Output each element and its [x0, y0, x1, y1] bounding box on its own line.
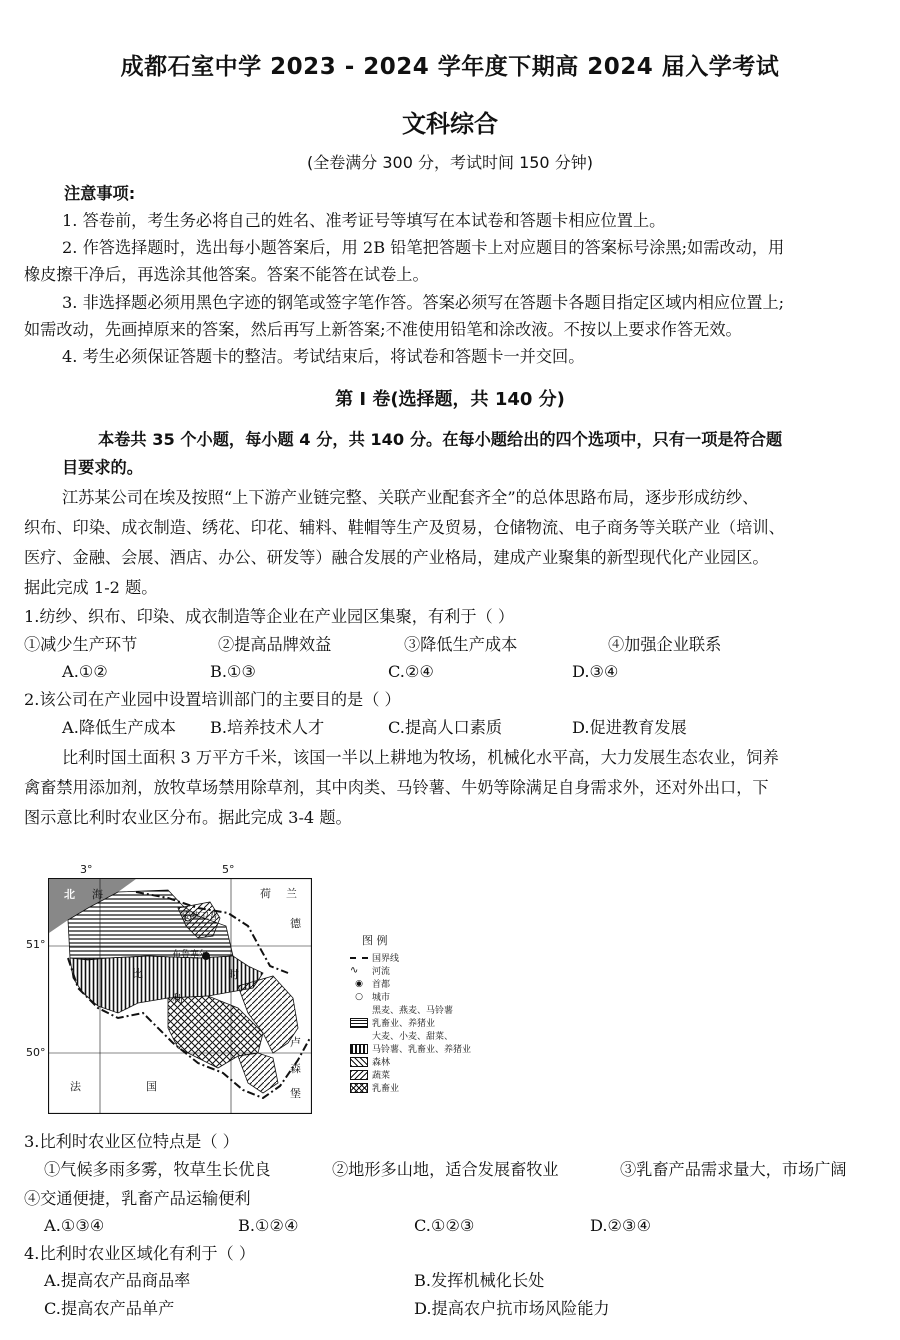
legend-item: 黑麦、燕麦、马铃薯 [372, 1006, 454, 1016]
passage-line: 医疗、金融、会展、酒店、办公、研发等）融合发展的产业格局，建成产业聚集的新型现代化产业园区。 [24, 548, 769, 567]
q2-option-d[interactable]: D.促进教育发展 [572, 718, 687, 737]
notice-line: 如需改动，先画掉原来的答案，然后再写上新答案;不准使用铅笔和涂改液。不按以上要求作答无效。 [24, 320, 742, 339]
q1-option-a[interactable]: A.①② [62, 662, 108, 681]
q4-option-d[interactable]: D.提高农户抗市场风险能力 [414, 1299, 610, 1318]
legend-item: 森林 [372, 1058, 391, 1068]
map-lat-label: 50° [26, 1046, 46, 1059]
question-1-stem: 1.纺纱、织布、印染、成衣制造等企业在产业园区集聚，有利于（ ） [24, 607, 515, 626]
legend-item: 乳畜业 [372, 1084, 400, 1094]
passage-line: 图示意比利时农业区分布。据此完成 3-4 题。 [24, 808, 352, 827]
q1-item: ②提高品牌效益 [218, 635, 332, 654]
q2-option-a[interactable]: A.降低生产成本 [62, 718, 176, 737]
exam-title: 成都石室中学 2023 - 2024 学年度下期高 2024 届入学考试 [120, 54, 780, 80]
q3-option-a[interactable]: A.①③④ [44, 1216, 105, 1235]
q2-option-b[interactable]: B.培养技术人才 [210, 718, 325, 737]
q1-option-c[interactable]: C.②④ [388, 662, 434, 681]
question-3-stem: 3.比利时农业区位特点是（ ） [24, 1132, 239, 1151]
section-intro: 本卷共 35 个小题，每小题 4 分，共 140 分。在每小题给出的四个选项中，只有一项是符合题 [98, 430, 783, 449]
q3-option-b[interactable]: B.①②④ [238, 1216, 299, 1235]
section-title: 第 I 卷(选择题，共 140 分) [335, 389, 565, 410]
cross-pattern-icon [350, 1083, 368, 1093]
q2-option-c[interactable]: C.提高人口素质 [388, 718, 503, 737]
q1-item: ①减少生产环节 [24, 635, 138, 654]
passage-line: 织布、印染、成衣制造、绣花、印花、辅料、鞋帽等生产及贸易，仓储物流、电子商务等关联产业（培训、 [24, 518, 785, 537]
notice-line: 4. 考生必须保证答题卡的整洁。考试结束后，将试卷和答题卡一并交回。 [62, 347, 585, 366]
vline-pattern-icon [350, 1044, 368, 1054]
legend-item: 乳畜业、养猪业 [372, 1019, 436, 1029]
city-icon: ○ [355, 991, 363, 1002]
map-label: 兰 [286, 887, 297, 900]
legend-item: 首都 [372, 980, 391, 990]
exam-subject: 文科综合 [402, 110, 498, 138]
q3-item: ②地形多山地，适合发展畜牧业 [332, 1160, 559, 1179]
map-label: 利 [172, 992, 183, 1005]
map-label: 比 [132, 967, 143, 980]
legend-item: 河流 [372, 967, 391, 977]
diag2-pattern-icon [350, 1070, 368, 1080]
q4-option-a[interactable]: A.提高农产品商品率 [44, 1271, 191, 1290]
notice-line: 3. 非选择题必须用黑色字迹的钢笔或签字笔作答。答案必须写在答题卡各题目指定区域内相应位置上; [62, 293, 785, 312]
notice-line: 1. 答卷前，考生务必将自己的姓名、准考证号等填写在本试卷和答题卡相应位置上。 [62, 211, 666, 230]
map-label: 国 [146, 1080, 157, 1093]
q3-option-c[interactable]: C.①②③ [414, 1216, 475, 1235]
notice-heading: 注意事项: [64, 184, 136, 203]
passage-line: 禽畜禁用添加剂，放牧草场禁用除草剂，其中肉类、马铃薯、牛奶等除满足自身需求外，还对外出口，下 [24, 778, 769, 797]
map-lon-label: 5° [222, 863, 235, 876]
river-icon: ∿ [350, 964, 359, 976]
q1-item: ③降低生产成本 [404, 635, 518, 654]
legend-item: 马铃薯、乳畜业、养猪业 [372, 1045, 472, 1055]
q3-option-d[interactable]: D.②③④ [590, 1216, 652, 1235]
map-label: 北 [64, 888, 75, 901]
passage-line: 比利时国土面积 3 万平方千米，该国一半以上耕地为牧场，机械化水平高，大力发展生态农业，饲养 [62, 748, 779, 767]
legend-item: 城市 [372, 993, 391, 1003]
map-label: 海 [92, 888, 103, 901]
passage-line: 江苏某公司在埃及按照“上下游产业链完整、关联产业配套齐全”的总体思路布局，逐步形成纺纱、 [62, 488, 759, 507]
map-legend [350, 932, 471, 1094]
border-line-icon [350, 957, 368, 959]
map-label: 森 [290, 1062, 301, 1075]
map-city-label: 安特卫普 [182, 912, 219, 922]
map-label: 时 [228, 968, 239, 981]
q1-option-d[interactable]: D.③④ [572, 662, 619, 681]
capital-icon: ◉ [355, 978, 363, 989]
map-label: 法 [70, 1080, 81, 1093]
map-lon-label: 3° [80, 863, 93, 876]
q3-item: ③乳畜产品需求量大，市场广阔 [620, 1160, 847, 1179]
map-city-label: 布鲁塞尔 [172, 950, 209, 960]
map-label: 堡 [290, 1087, 301, 1100]
exam-info: (全卷满分 300 分，考试时间 150 分钟) [307, 153, 593, 172]
map-lat-label: 51° [26, 938, 46, 951]
passage-line: 据此完成 1-2 题。 [24, 578, 158, 597]
q4-option-c[interactable]: C.提高农产品单产 [44, 1299, 175, 1318]
section-intro: 目要求的。 [62, 458, 143, 477]
legend-item: 大麦、小麦、甜菜、 [372, 1032, 454, 1042]
notice-line: 2. 作答选择题时，选出每小题答案后，用 2B 铅笔把答题卡上对应题目的答案标号涂黑;如需改动，用 [62, 238, 785, 257]
question-2-stem: 2.该公司在产业园中设置培训部门的主要目的是（ ） [24, 690, 401, 709]
legend-item: 蔬菜 [372, 1071, 391, 1081]
hline-pattern-icon [350, 1018, 368, 1028]
q3-item: ①气候多雨多雾，牧草生长优良 [44, 1160, 271, 1179]
notice-line: 橡皮擦干净后，再选涂其他答案。答案不能答在试卷上。 [24, 265, 429, 284]
legend-item: 国界线 [372, 954, 400, 964]
map-label: 荷 [260, 887, 271, 900]
map-label: 德 [290, 917, 301, 930]
q3-item: ④交通便捷，乳畜产品运输便利 [24, 1189, 251, 1208]
diag-pattern-icon [350, 1057, 368, 1067]
q1-option-b[interactable]: B.①③ [210, 662, 257, 681]
map-label: 卢 [290, 1036, 301, 1049]
q1-item: ④加强企业联系 [608, 635, 722, 654]
question-4-stem: 4.比利时农业区域化有利于（ ） [24, 1244, 256, 1263]
legend-title: 图 例 [362, 934, 388, 947]
q4-option-b[interactable]: B.发挥机械化长处 [414, 1271, 545, 1290]
